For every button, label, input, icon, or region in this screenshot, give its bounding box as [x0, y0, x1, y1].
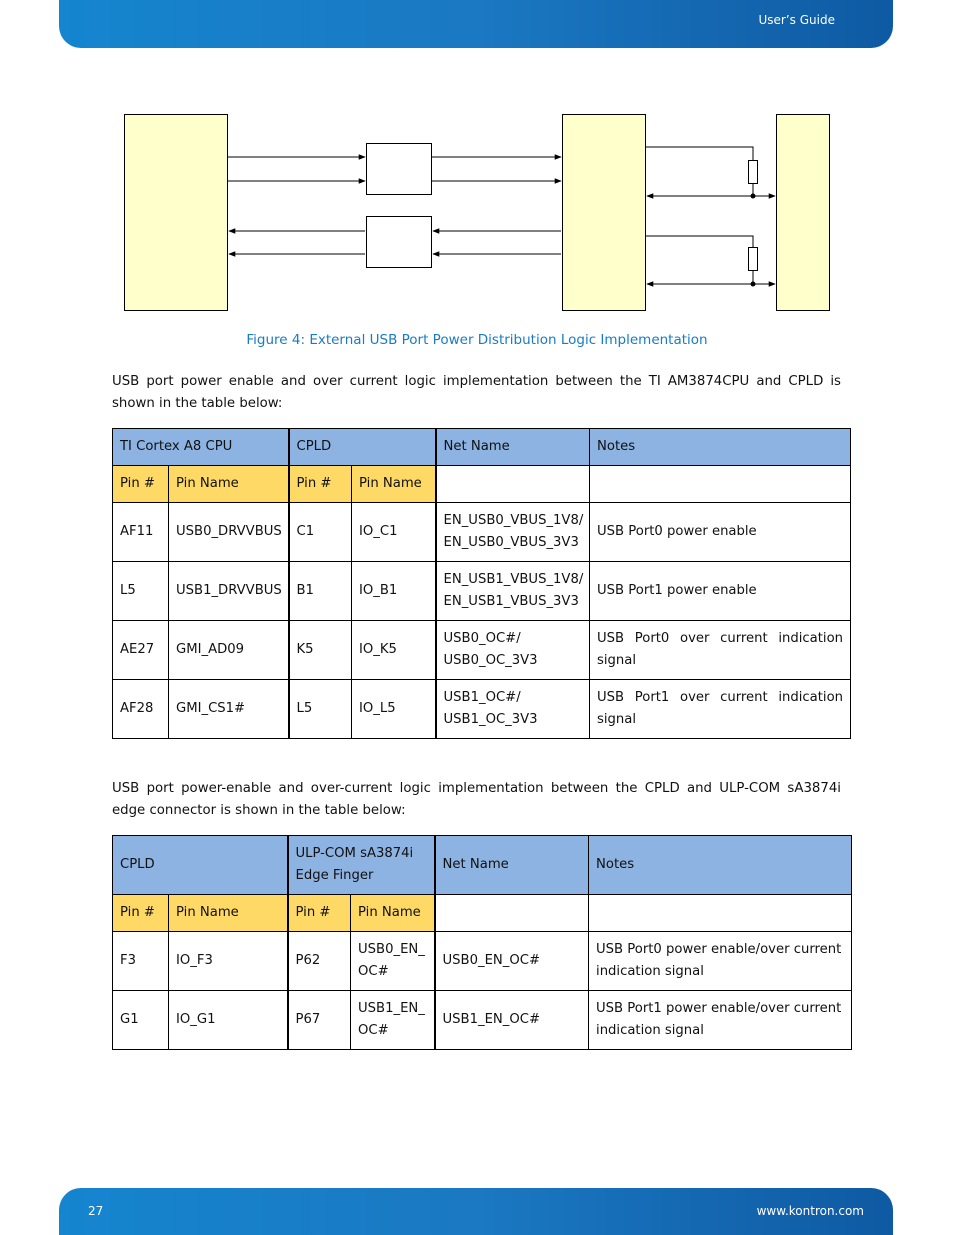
- cell: USB1_DRVVBUS: [169, 562, 289, 621]
- note-line: USB Port1 power enable/over current: [596, 1001, 842, 1016]
- cpld-block: [563, 115, 646, 311]
- name-line: USB0_EN_: [358, 942, 425, 957]
- header-cell: [288, 836, 435, 895]
- note-line: USB Port0 over current indication: [597, 631, 844, 646]
- net-line: USB1_OC#/: [443, 690, 521, 705]
- notes-cell: [590, 621, 851, 680]
- edge-connector-block: [777, 115, 830, 311]
- table-row: [113, 680, 851, 739]
- table-subheader-row: [113, 466, 851, 503]
- cell: P62: [288, 932, 351, 991]
- table-row: [113, 621, 851, 680]
- cell: IO_L5: [352, 680, 436, 739]
- figure-caption: Figure 4: External USB Port Power Distribution Logic Implementation: [246, 332, 708, 348]
- cell: IO_G1: [169, 991, 288, 1050]
- cpld-edge-table: [112, 835, 852, 1050]
- subheader-cell: Pin #: [289, 466, 352, 503]
- cell: GMI_CS1#: [169, 680, 289, 739]
- level-shifter-lower: [367, 217, 432, 268]
- note-line: indication signal: [596, 1023, 704, 1038]
- cpu-cpld-table: [112, 428, 851, 739]
- header-cell: CPLD: [289, 429, 436, 466]
- cell: IO_K5: [352, 621, 436, 680]
- cell: AF28: [113, 680, 169, 739]
- empty-cell: [436, 466, 590, 503]
- header-cell: CPLD: [113, 836, 288, 895]
- notes-cell: [589, 932, 852, 991]
- subheader-cell: Pin #: [113, 466, 169, 503]
- subheader-cell: Pin Name: [352, 466, 436, 503]
- name-line: USB1_EN_: [358, 1001, 425, 1016]
- note-line: indication signal: [596, 964, 704, 979]
- note-line: USB Port0 power enable/over current: [596, 942, 842, 957]
- cell: C1: [289, 503, 352, 562]
- junction-lower: [751, 282, 756, 287]
- table-subheader-row: [113, 895, 852, 932]
- resistor-lower: [749, 248, 758, 271]
- cell: B1: [289, 562, 352, 621]
- cell: AF11: [113, 503, 169, 562]
- header-cell: Net Name: [436, 429, 590, 466]
- notes-cell: USB Port1 power enable: [590, 562, 851, 621]
- usb-power-diagram: [0, 0, 954, 320]
- level-shifter-upper: [367, 144, 432, 195]
- paragraph-1: USB port power enable and over current logic implementation between the TI AM3874CPU and CPLD is shown in the table below:: [112, 374, 841, 411]
- subheader-cell: Pin Name: [169, 466, 289, 503]
- empty-cell: [435, 895, 589, 932]
- junction-upper: [751, 194, 756, 199]
- subheader-cell: Pin Name: [169, 895, 288, 932]
- net-line: EN_USB0_VBUS_3V3: [443, 535, 579, 550]
- net-name-cell: USB0_EN_OC#: [435, 932, 589, 991]
- footer-url: www.kontron.com: [756, 1204, 864, 1218]
- table-row: [113, 991, 852, 1050]
- table-row: [113, 562, 851, 621]
- cpu-block: [125, 115, 228, 311]
- subheader-cell: Pin #: [288, 895, 351, 932]
- note-line: signal: [597, 653, 637, 668]
- header-line: Edge Finger: [295, 868, 374, 883]
- empty-cell: [589, 895, 852, 932]
- cell: L5: [113, 562, 169, 621]
- net-name-cell: USB1_EN_OC#: [435, 991, 589, 1050]
- name-line: OC#: [358, 964, 389, 979]
- page-number: 27: [88, 1204, 104, 1218]
- empty-cell: [590, 466, 851, 503]
- resistor-upper: [749, 161, 758, 184]
- header-cell: Notes: [590, 429, 851, 466]
- net-line: EN_USB1_VBUS_3V3: [443, 594, 579, 609]
- net-line: EN_USB1_VBUS_1V8/: [443, 572, 584, 587]
- net-line: USB0_OC#/: [443, 631, 521, 646]
- header-line: ULP-COM sA3874i: [295, 846, 414, 861]
- header-cell: TI Cortex A8 CPU: [113, 429, 289, 466]
- cell: F3: [113, 932, 169, 991]
- note-line: signal: [597, 712, 637, 727]
- header-cell: Notes: [589, 836, 852, 895]
- cell: L5: [289, 680, 352, 739]
- net-name-cell: [436, 621, 590, 680]
- net-name-cell: [436, 562, 590, 621]
- header-cell: Net Name: [435, 836, 589, 895]
- table-header-row: [113, 429, 851, 466]
- subheader-cell: Pin #: [113, 895, 169, 932]
- cell: IO_B1: [352, 562, 436, 621]
- net-line: USB0_OC_3V3: [443, 653, 538, 668]
- paragraph-2: USB port power-enable and over-current logic implementation between the CPLD and ULP-COM sA3874i edge connector is shown in the table below:: [112, 781, 841, 818]
- cell: [351, 991, 435, 1050]
- pullup-wire-lower: [646, 236, 753, 247]
- cell: G1: [113, 991, 169, 1050]
- table-row: [113, 503, 851, 562]
- table-row: [113, 932, 852, 991]
- net-line: EN_USB0_VBUS_1V8/: [443, 513, 584, 528]
- footer-bar: [59, 1188, 893, 1235]
- cell: P67: [288, 991, 351, 1050]
- note-line: USB Port1 over current indication: [597, 690, 844, 705]
- cell: IO_C1: [352, 503, 436, 562]
- pullup-wire-upper: [646, 147, 753, 160]
- cell: GMI_AD09: [169, 621, 289, 680]
- cell: K5: [289, 621, 352, 680]
- table-header-row: [113, 836, 852, 895]
- notes-cell: [589, 991, 852, 1050]
- net-name-cell: [436, 680, 590, 739]
- cell: AE27: [113, 621, 169, 680]
- name-line: OC#: [358, 1023, 389, 1038]
- notes-cell: [590, 680, 851, 739]
- net-line: USB1_OC_3V3: [443, 712, 538, 727]
- cell: IO_F3: [169, 932, 288, 991]
- cell: [351, 932, 435, 991]
- subheader-cell: Pin Name: [351, 895, 435, 932]
- net-name-cell: [436, 503, 590, 562]
- header-title: User’s Guide: [758, 13, 835, 27]
- cell: USB0_DRVVBUS: [169, 503, 289, 562]
- notes-cell: USB Port0 power enable: [590, 503, 851, 562]
